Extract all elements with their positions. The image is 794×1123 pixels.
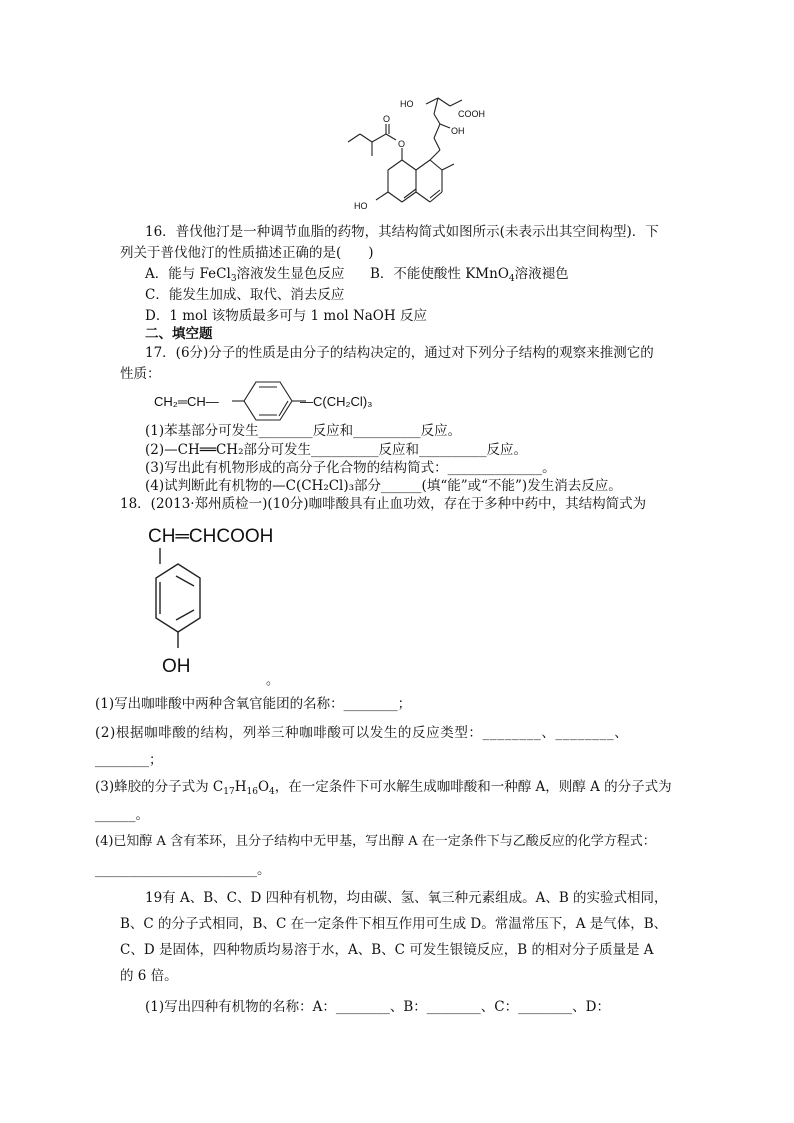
q18-part3-sub1: 17: [223, 787, 235, 797]
caffeic-end-mark: 。: [266, 672, 280, 687]
q16-option-a-text: A．能与 FeCl: [145, 266, 231, 282]
q16-option-a-sub: 3: [230, 274, 237, 284]
caffeic-bottom-group: OH: [162, 656, 191, 677]
ho-ring-label: HO: [354, 201, 368, 211]
q18-part1: (1)写出咖啡酸中两种含氧官能团的名称：________；: [95, 696, 412, 712]
q16-option-a-post: 溶液发生显色反应: [236, 266, 345, 282]
caffeic-acid-diagram: [146, 520, 316, 688]
q19-line2: B、C 的分子式相同，B、C 在一定条件下相互作用可生成 D。常温常压下，A 是气体，B、: [120, 916, 668, 932]
q16-stem-line1: 16．普伐他汀是一种调节血脂的药物，其结构简式如图所示(未表示出其空间构型)．下: [145, 224, 659, 240]
q18-part3-sub3: 4: [269, 787, 275, 797]
q19-line4: 的 6 倍。: [120, 968, 178, 984]
pravastatin-structure: [330, 88, 510, 223]
q18-part2-cont: ________；: [95, 752, 163, 768]
q18-part3-pre: (3)蜂胶的分子式为 C: [95, 779, 224, 795]
q18-part2: (2)根据咖啡酸的结构，列举三种咖啡酸可以发生的反应类型：________、________、: [95, 725, 629, 741]
section-fill-blank-heading: 二、填空题: [145, 326, 213, 342]
q16-option-b-sub: 4: [508, 274, 515, 284]
q18-stem: 18．(2013·郑州质检一)(10分)咖啡酸具有止血功效，存在于多种中药中，其结构简式为: [120, 496, 647, 512]
oh-chain-label: OH: [451, 126, 465, 136]
q17-left-group: CH₂═CH—: [154, 394, 219, 409]
carbonyl-o-label: O: [383, 114, 391, 124]
q16-option-b: [370, 264, 569, 289]
caffeic-acid-structure: [146, 520, 316, 688]
q17-part1: (1)苯基部分可发生________反应和__________反应。: [145, 423, 462, 439]
q17-right-group: —C(CH₂Cl)₃: [300, 394, 373, 409]
q19-line3: C、D 是固体，四种物质均易溶于水，A、B、C 可发生银镜反应，B 的相对分子质量是 A: [120, 942, 654, 958]
q17-part4: (4)试判断此有机物的—C(CH₂Cl)₃部分______(填“能”或“不能”)发生消去反应。: [145, 478, 622, 494]
q19-line1: 19有 A、B、C、D 四种有机物，均由碳、氢、氧三种元素组成。A、B 的实验式相同，: [145, 890, 668, 906]
q17-part3: (3)写出此有机物形成的高分子化合物的结构简式：______________。: [145, 460, 556, 476]
cooh-label: COOH: [458, 109, 485, 119]
q18-part3-sub2: 16: [246, 787, 258, 797]
q16-option-d: D．1 mol 该物质最多可与 1 mol NaOH 反应: [145, 308, 427, 324]
q18-part3-cont: ______。: [95, 807, 149, 823]
q18-part3-post: ，在一定条件下可水解生成咖啡酸和一种醇 A，则醇 A 的分子式为: [274, 779, 672, 795]
q17-part2: (2)—CH══CH₂部分可发生__________反应和__________反应。: [145, 442, 527, 458]
q16-option-c: C．能发生加成、取代、消去反应: [145, 287, 345, 303]
q16-option-b-text: B．不能使酸性 KMnO: [370, 266, 509, 282]
q17-stem-line2: 性质：: [120, 366, 161, 382]
q16-stem-line2: 列关于普伐他汀的性质描述正确的是( ): [120, 245, 374, 261]
q18-part4-cont: ________________________。: [95, 862, 271, 878]
q17-styrene-diagram: [150, 378, 420, 424]
q16-option-b-post: 溶液褪色: [514, 266, 569, 282]
q18-part3-h: H: [234, 779, 247, 795]
q17-structure: [150, 378, 420, 424]
q17-stem-line1: 17．(6分)分子的性质是由分子的结构决定的，通过对下列分子结构的观察来推测它的: [145, 345, 654, 361]
q19-part1: (1)写出四种有机物的名称：A：________、B：________、C：________、D：: [145, 999, 610, 1015]
ester-o-label: O: [398, 139, 406, 149]
pravastatin-diagram: [330, 88, 510, 223]
q18-part3-o: O: [257, 779, 270, 795]
q18-part4: (4)已知醇 A 含有苯环，且分子结构中无甲基，写出醇 A 在一定条件下与乙酸反应的化学方程式：: [95, 834, 656, 849]
q18-part3: [95, 777, 672, 802]
ho-top-label: HO: [400, 99, 414, 109]
caffeic-top-group: CH═CHCOOH: [148, 526, 274, 547]
